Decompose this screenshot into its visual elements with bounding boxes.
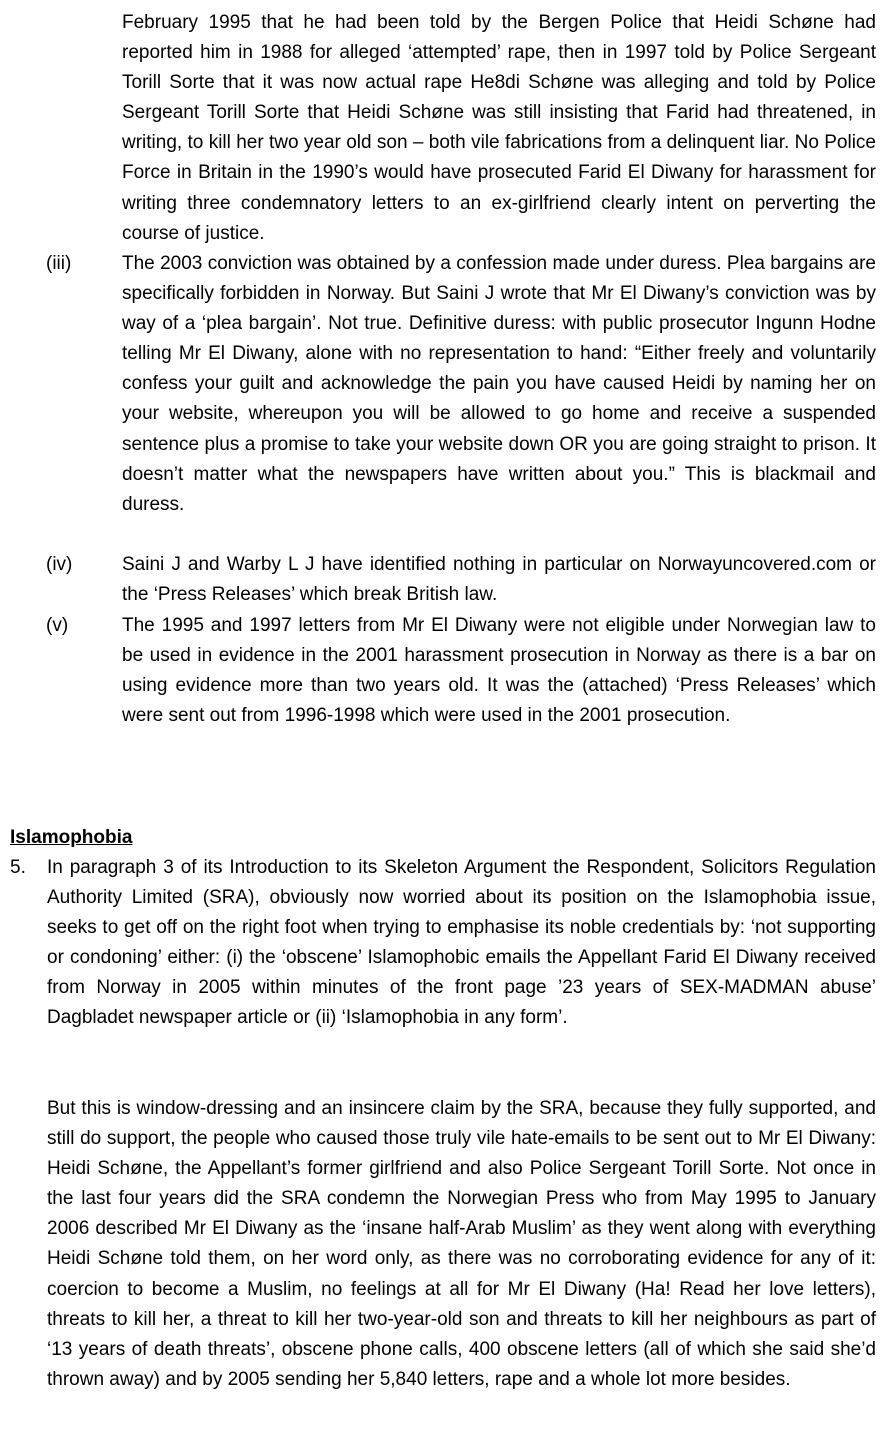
paragraph-text-2: But this is window-dressing and an insincere claim by the SRA, because they fully supported, and still do support, the people who caused those truly vile hate-emails to be sent out to Mr El Diwany: Heidi Schøne, the Appellant’s former girlfriend and also Police Sergeant Torill Sorte. Not once in the last four years did the SRA condemn the Norwegian Press who from May 1995 to January 2006 described Mr El Diwany as the ‘insane half-Arab Muslim’ as they went along with everything Heidi Schøne told them, on her word only, as there was no corroborating evidence for any of it: coercion to become a Muslim, no feelings at all for Mr El Diwany (Ha! Read her love letters), threats to kill her, a threat to kill her two-year-old son and threats to kill her neighbours as part of ‘13 years of death threats’, obscene phone calls, 400 obscene letters (all of which she said she’d thrown away) and by 2005 sending her 5,840 letters, rape and a whole lot more besides. [47, 1098, 876, 1390]
sub-item-text-iv: Saini J and Warby L J have identified nothing in particular on Norwayuncovered.com or the ‘Press Releases’ which break British law. [122, 554, 876, 606]
sub-item-text-iii: The 2003 conviction was obtained by a confession made under duress. Plea bargains are specifically forbidden in Norway. But Saini J wrote that Mr El Diwany’s conviction was by way of a ‘plea bargain’. Not true. Definitive duress: with public prosecutor Ingunn Hodne telling Mr El Diwany, alone with no representation to hand: “Either freely and voluntarily confess your guilt and acknowledge the pain you have caused Heidi by naming her on your website, whereupon you will be allowed to go home and receive a suspended sentence plus a promise to take your website down OR you are going straight to prison. It doesn’t matter what the newspapers have written about you.” This is blackmail and duress. [122, 253, 876, 515]
paragraph-number: 5. [10, 857, 26, 878]
paragraph-text-1: In paragraph 3 of its Introduction to its Skeleton Argument the Respondent, Solicitors Regulation Authority Limited (SRA), obviously now worried about its position on the Islamophobia issue, seeks to get off on the right foot when trying to emphasise its noble credentials by: ‘not supporting or condoning’ either: (i) the ‘obscene’ Islamophobic emails the Appellant Farid El Diwany received from Norway in 2005 within minutes of the front page ’23 years of SEX-MADMAN abuse’ Dagbladet newspaper article or (ii) ‘Islamophobia in any form’. [47, 857, 876, 1029]
sub-item-label-iv: (iv) [46, 554, 73, 575]
sub-item-continuation-text: February 1995 that he had been told by the Bergen Police that Heidi Schøne had reported him in 1988 for alleged ‘attempted’ rape, then in 1997 told by Police Sergeant Torill Sorte that it was now actual rape He8di Schøne was alleging and told by Police Sergeant Torill Sorte that Heidi Schøne was still insisting that Farid had threatened, in writing, to kill her two year old son – both vile fabrications from a delinquent liar. No Police Force in Britain in the 1990’s would have prosecuted Farid El Diwany for harassment for writing three condemnatory letters to an ex-girlfriend clearly intent on perverting the course of justice. [122, 12, 876, 244]
sub-item-label-v: (v) [46, 615, 69, 636]
sub-item-label-iii: (iii) [46, 253, 72, 274]
sub-item-text-v: The 1995 and 1997 letters from Mr El Diwany were not eligible under Norwegian law to be used in evidence in the 2001 harassment prosecution in Norway as there is a bar on using evidence more than two years old. It was the (attached) ‘Press Releases’ which were sent out from 1996-1998 which were used in the 2001 prosecution. [122, 615, 876, 727]
section-heading: Islamophobia [10, 827, 133, 848]
